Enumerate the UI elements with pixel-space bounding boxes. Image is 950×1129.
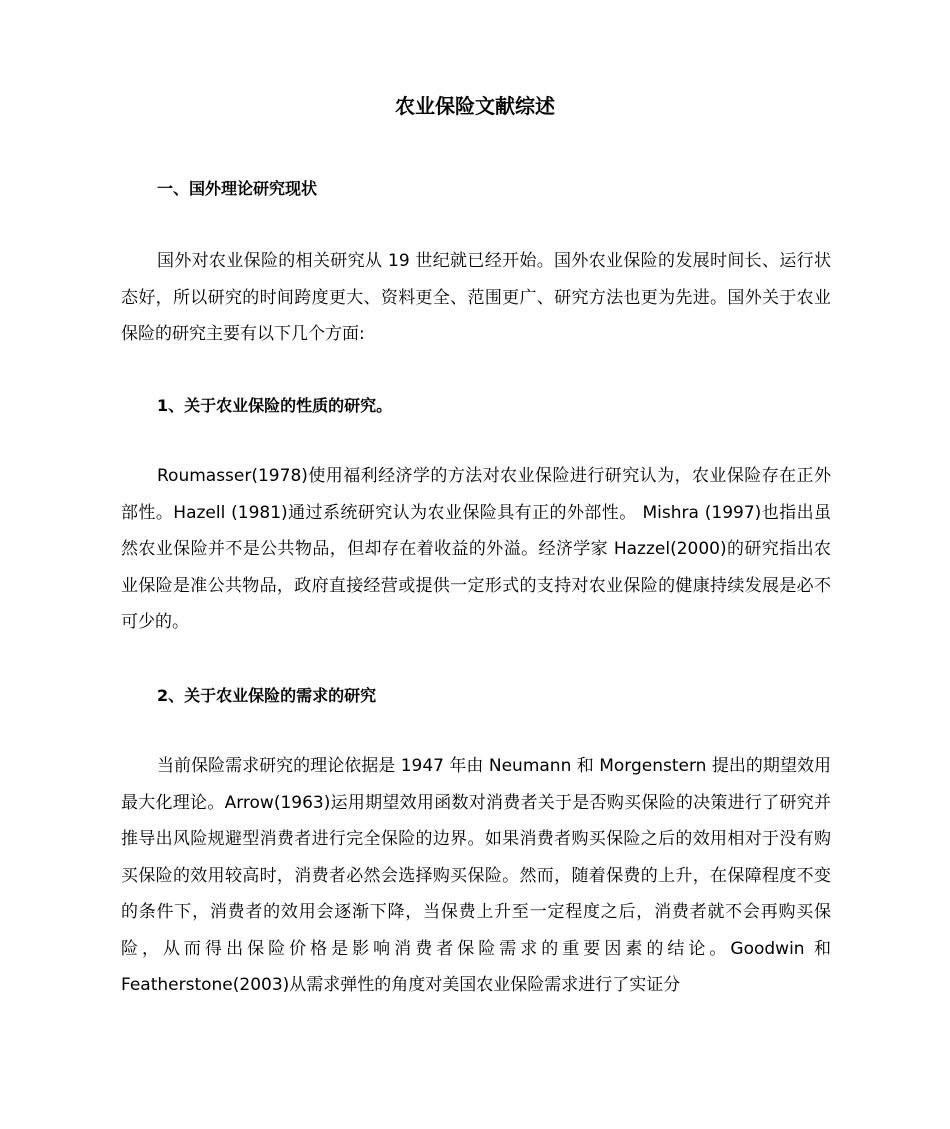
paragraph-insurance-nature: Roumasser(1978)使用福利经济学的方法对农业保险进行研究认为，农业保险存在正外部性。Hazell (1981)通过系统研究认为农业保险具有正的外部性。 Mishra (1997)也指出虽然农业保险并不是公共物品，但却存在着收益的外溢。经济学家 Hazzel(2000)的研究指出农业保险是准公共物品，政府直接经营或提供一定形式的支持对农业保险的健康持续发展是必不可少的。 xyxy=(121,466,831,632)
document-title: 农业保险文献综述 xyxy=(395,94,555,118)
paragraph-insurance-demand: 当前保险需求研究的理论依据是 1947 年由 Neumann 和 Morgenstern 提出的期望效用最大化理论。Arrow(1963)运用期望效用函数对消费者关于是否购买保险的决策进行了研究并推导出风险规避型消费者进行完全保险的边界。如果消费者购买保险之后的效用相对于没有购买保险的效用较高时，消费者必然会选择购买保险。然而，随着保费的上升，在保障程度不变的条件下，消费者的效用会逐渐下降，当保费上升至一定程度之后，消费者就不会再购买保险，从而得出保险价格是影响消费者保险需求的重要因素的结论。Goodwin 和 Featherstone(2003)从需求弹性的角度对美国农业保险需求进行了实证分 xyxy=(121,756,831,995)
section-heading-foreign-research: 一、国外理论研究现状 xyxy=(157,179,318,198)
section-heading-insurance-nature: 1、关于农业保险的性质的研究。 xyxy=(157,396,393,415)
paragraph-foreign-research: 国外对农业保险的相关研究从 19 世纪就已经开始。国外农业保险的发展时间长、运行状态好，所以研究的时间跨度更大、资料更全、范围更广、研究方法也更为先进。国外关于农业保险的研究主要有以下几个方面: xyxy=(121,251,831,344)
section-heading-insurance-demand: 2、关于农业保险的需求的研究 xyxy=(157,686,377,705)
